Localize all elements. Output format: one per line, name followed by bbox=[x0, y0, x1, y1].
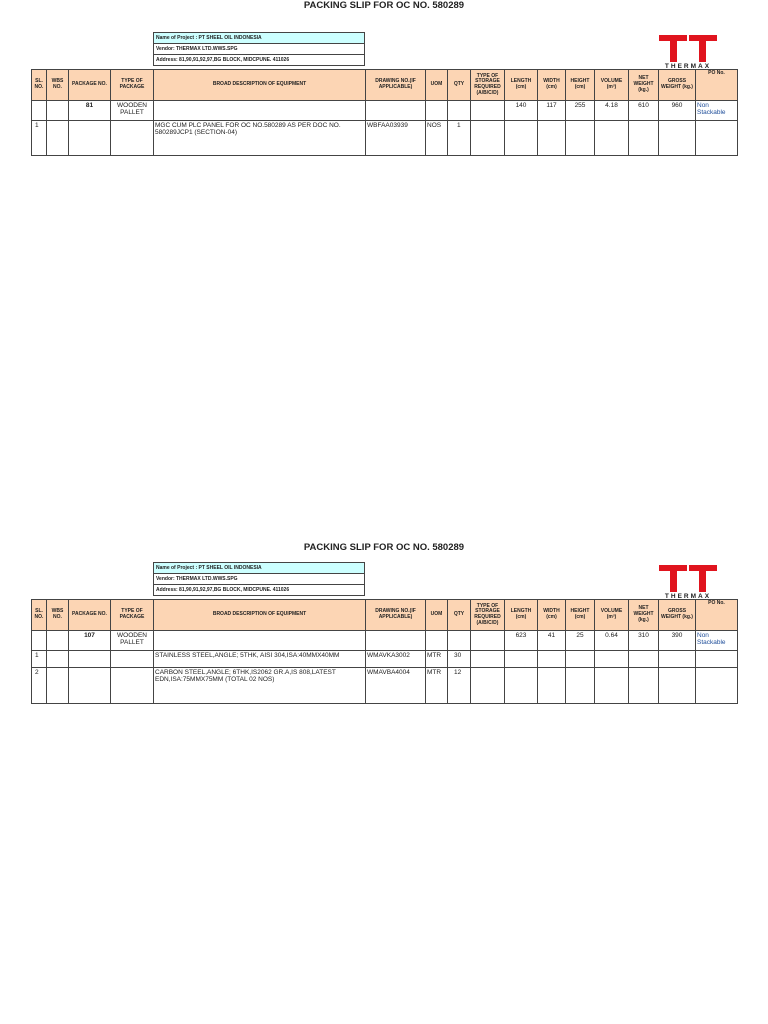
vendor-address: Address: 81,90,91,92,97,BG BLOCK, MIDCPUNE. 411026 bbox=[154, 55, 365, 66]
col-storage-type: TYPE OF STORAGE REQUIRED (A/B/C/D) bbox=[471, 600, 505, 631]
thermax-logo-icon bbox=[658, 563, 718, 593]
item-uom: MTR bbox=[426, 668, 448, 704]
col-package-type: TYPE OF PACKAGE bbox=[111, 600, 154, 631]
packing-table bbox=[31, 69, 738, 156]
slip-title: PACKING SLIP FOR OC NO. 580289 bbox=[303, 0, 465, 11]
col-width: WIDTH (cm) bbox=[538, 70, 566, 101]
item-sl: 1 bbox=[32, 121, 47, 156]
col-height: HEIGHT (cm) bbox=[566, 70, 595, 101]
package-height: 25 bbox=[566, 631, 595, 651]
item-qty: 12 bbox=[448, 668, 471, 704]
col-wbs-no: WBS NO. bbox=[47, 600, 69, 631]
stacking-note: Non Stackable bbox=[696, 631, 738, 651]
col-description: BROAD DESCRIPTION OF EQUIPMENT bbox=[154, 600, 366, 631]
col-qty: QTY bbox=[448, 600, 471, 631]
col-net-weight: NET WEIGHT (kg.) bbox=[629, 600, 659, 631]
logo-text: THERMAX bbox=[664, 593, 712, 600]
col-sl-no: SL. NO. bbox=[32, 600, 47, 631]
col-description: BROAD DESCRIPTION OF EQUIPMENT bbox=[154, 70, 366, 101]
package-volume: 0.64 bbox=[595, 631, 629, 651]
col-package-no: PACKAGE NO. bbox=[69, 70, 111, 101]
item-drawing-no: WBFAA03939 bbox=[366, 121, 426, 156]
project-info bbox=[153, 562, 365, 596]
col-volume: VOLUME (m³) bbox=[595, 70, 629, 101]
item-description: MGC CUM PLC PANEL FOR OC NO.580289 AS PER DOC NO. 580289JCP1 (SECTION-04) bbox=[154, 121, 366, 156]
header-row bbox=[32, 70, 738, 101]
vendor-address: Address: 81,90,91,92,97,BG BLOCK, MIDCPUNE. 411026 bbox=[154, 585, 365, 596]
package-number: 81 bbox=[69, 101, 111, 121]
item-sl: 1 bbox=[32, 651, 47, 668]
col-drawing-no: DRAWING NO.(IF APPLICABLE) bbox=[366, 70, 426, 101]
package-height: 255 bbox=[566, 101, 595, 121]
col-po-no: PO No. bbox=[696, 600, 738, 631]
col-net-weight: NET WEIGHT (kg.) bbox=[629, 70, 659, 101]
stacking-note: Non Stackable bbox=[696, 101, 738, 121]
vendor-name: Vendor: THERMAX LTD.WWS.SPG bbox=[154, 44, 365, 55]
col-gross-weight: GROSS WEIGHT (kg.) bbox=[659, 600, 696, 631]
item-sl: 2 bbox=[32, 668, 47, 704]
col-po-no: PO No. bbox=[696, 70, 738, 101]
col-volume: VOLUME (m³) bbox=[595, 600, 629, 631]
package-type: WOODEN PALLET bbox=[111, 631, 154, 651]
col-sl-no: SL. NO. bbox=[32, 70, 47, 101]
package-gross-weight: 960 bbox=[659, 101, 696, 121]
col-drawing-no: DRAWING NO.(IF APPLICABLE) bbox=[366, 600, 426, 631]
table-row bbox=[32, 651, 738, 668]
package-number: 107 bbox=[69, 631, 111, 651]
package-volume: 4.18 bbox=[595, 101, 629, 121]
vendor-name: Vendor: THERMAX LTD.WWS.SPG bbox=[154, 574, 365, 585]
col-storage-type: TYPE OF STORAGE REQUIRED (A/B/C/D) bbox=[471, 70, 505, 101]
col-length: LENGTH (cm) bbox=[505, 600, 538, 631]
col-wbs-no: WBS NO. bbox=[47, 70, 69, 101]
col-qty: QTY bbox=[448, 70, 471, 101]
project-name: Name of Project : PT SHEEL OIL INDONESIA bbox=[154, 33, 365, 44]
item-uom: NOS bbox=[426, 121, 448, 156]
package-row bbox=[32, 631, 738, 651]
col-height: HEIGHT (cm) bbox=[566, 600, 595, 631]
item-qty: 1 bbox=[448, 121, 471, 156]
item-description: STAINLESS STEEL,ANGLE; 5THK, AISI 304,ISA:40MMX40MM bbox=[154, 651, 366, 668]
col-uom: UOM bbox=[426, 600, 448, 631]
package-net-weight: 610 bbox=[629, 101, 659, 121]
packing-table bbox=[31, 599, 738, 704]
package-length: 623 bbox=[505, 631, 538, 651]
item-drawing-no: WMAVBA4004 bbox=[366, 668, 426, 704]
col-width: WIDTH (cm) bbox=[538, 600, 566, 631]
package-type: WOODEN PALLET bbox=[111, 101, 154, 121]
item-drawing-no: WMAVKA3002 bbox=[366, 651, 426, 668]
header-row bbox=[32, 600, 738, 631]
col-package-type: TYPE OF PACKAGE bbox=[111, 70, 154, 101]
col-gross-weight: GROSS WEIGHT (kg.) bbox=[659, 70, 696, 101]
thermax-logo bbox=[658, 563, 718, 599]
project-info bbox=[153, 32, 365, 66]
col-package-no: PACKAGE NO. bbox=[69, 600, 111, 631]
col-length: LENGTH (cm) bbox=[505, 70, 538, 101]
package-width: 117 bbox=[538, 101, 566, 121]
item-description: CARBON STEEL,ANGLE; 6THK,IS2062 GR.A,IS 808,LATEST EDN,ISA:75MMX75MM (TOTAL 02 NOS) bbox=[154, 668, 366, 704]
project-name: Name of Project : PT SHEEL OIL INDONESIA bbox=[154, 563, 365, 574]
table-row bbox=[32, 121, 738, 156]
package-length: 140 bbox=[505, 101, 538, 121]
package-row bbox=[32, 101, 738, 121]
thermax-logo bbox=[658, 33, 718, 69]
item-qty: 30 bbox=[448, 651, 471, 668]
thermax-logo-icon bbox=[658, 33, 718, 63]
package-gross-weight: 390 bbox=[659, 631, 696, 651]
slip-title: PACKING SLIP FOR OC NO. 580289 bbox=[303, 542, 465, 553]
col-uom: UOM bbox=[426, 70, 448, 101]
logo-text: THERMAX bbox=[664, 63, 712, 70]
table-row bbox=[32, 668, 738, 704]
package-width: 41 bbox=[538, 631, 566, 651]
package-net-weight: 310 bbox=[629, 631, 659, 651]
item-uom: MTR bbox=[426, 651, 448, 668]
